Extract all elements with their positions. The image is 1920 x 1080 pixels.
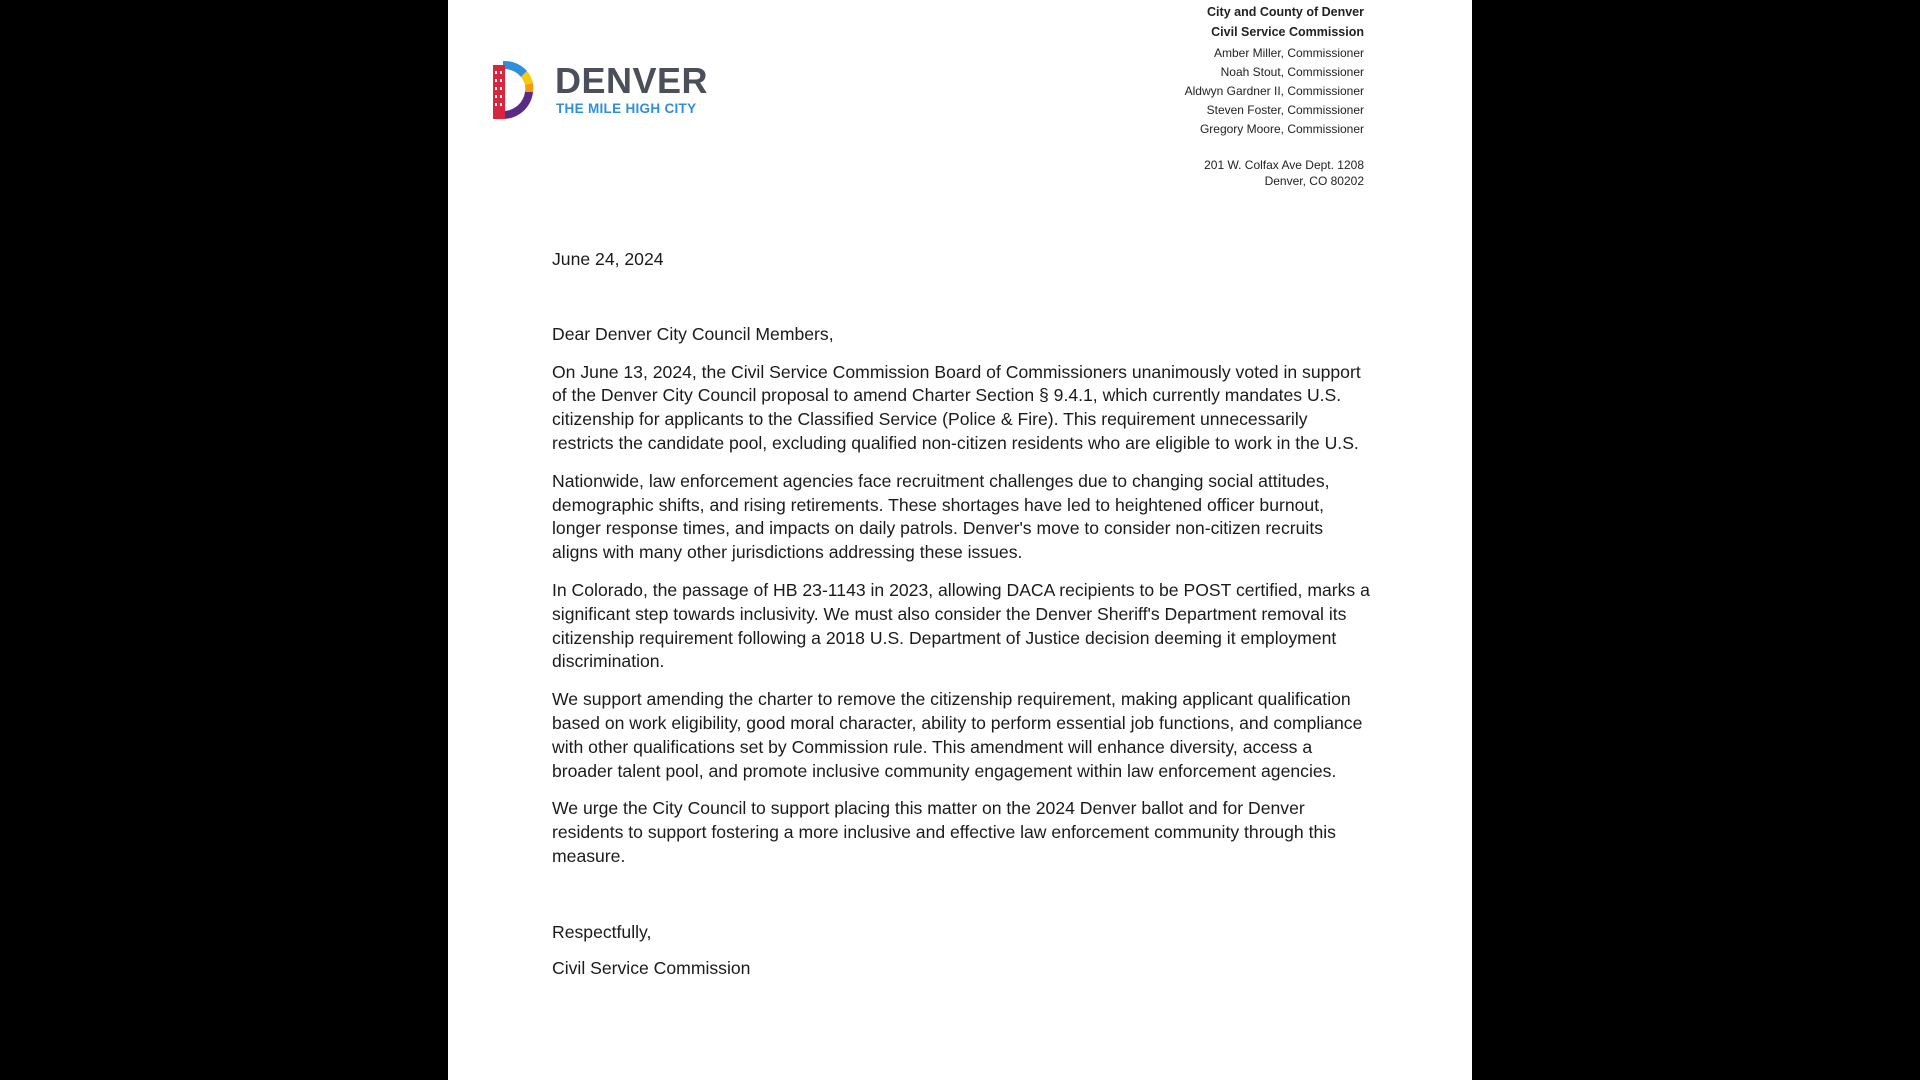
letter-paragraph: Nationwide, law enforcement agencies face recruitment challenges due to changing social attitudes, demographic shifts, and rising retirements. These shortages have led to heightened officer burnout, longer response times, and impacts on daily patrols. Denver's move to consider non-citizen recruits aligns with many other jurisdictions addressing these issues. bbox=[552, 470, 1330, 563]
letterhead bbox=[1185, 2, 1364, 189]
letterhead-address bbox=[1185, 157, 1364, 189]
commissioner-name: Amber Miller, Commissioner bbox=[1213, 46, 1364, 60]
letter-page bbox=[448, 0, 1472, 1080]
letter-paragraph: We support amending the charter to remove the citizenship requirement, making applicant qualification based on work eligibility, good moral character, ability to perform essential job functions, and compliance with other qualifications set by Commission rule. This amendment will enhance diversity, access a broader talent pool, and promote inclusive community engagement within law enforcement agencies. bbox=[552, 689, 1363, 781]
denver-logo bbox=[491, 59, 731, 123]
commissioner-list bbox=[1185, 44, 1364, 139]
letter-paragraph: We urge the City Council to support placing this matter on the 2024 Denver ballot and for Denver residents to support fostering a more inclusive and effective law enforcement community through this measure. bbox=[552, 798, 1336, 866]
denver-logo-mark-icon bbox=[491, 59, 541, 121]
logo-tagline: THE MILE HIGH CITY bbox=[556, 101, 697, 116]
commissioner-name: Noah Stout, Commissioner bbox=[1220, 65, 1364, 79]
letter-salutation: Dear Denver City Council Members, bbox=[552, 323, 834, 344]
letter-body bbox=[552, 248, 1372, 980]
letter-closing: Respectfully, bbox=[552, 921, 652, 942]
commissioner-name: Steven Foster, Commissioner bbox=[1206, 103, 1364, 117]
letter-paragraph: On June 13, 2024, the Civil Service Commission Board of Commissioners unanimously voted in support of the Denver City Council proposal to amend Charter Section § 9.4.1, which currently mandates U.S. citizenship for applicants to the Classified Service (Police & Fire). This requirement unnecessarily restricts the candidate pool, excluding qualified non-citizen residents who are eligible to work in the U.S. bbox=[552, 361, 1361, 453]
letter-date: June 24, 2024 bbox=[552, 249, 664, 269]
letterhead-org-line1: City and County of Denver bbox=[1207, 5, 1364, 19]
logo-wordmark: DENVER bbox=[555, 60, 709, 101]
commissioner-name: Gregory Moore, Commissioner bbox=[1199, 122, 1364, 136]
address-line: Denver, CO 80202 bbox=[1264, 174, 1364, 188]
letterhead-org-line2: Civil Service Commission bbox=[1211, 25, 1364, 39]
letter-signature: Civil Service Commission bbox=[552, 957, 751, 978]
letter-paragraph: In Colorado, the passage of HB 23-1143 in 2023, allowing DACA recipients to be POST certified, marks a significant step towards inclusivity. We must also consider the Denver Sheriff's Department removal its citizenship requirement following a 2018 U.S. Department of Justice decision deeming it employment discrimination. bbox=[552, 579, 1370, 672]
address-line: 201 W. Colfax Ave Dept. 1208 bbox=[1204, 158, 1364, 172]
commissioner-name: Aldwyn Gardner II, Commissioner bbox=[1184, 84, 1364, 98]
